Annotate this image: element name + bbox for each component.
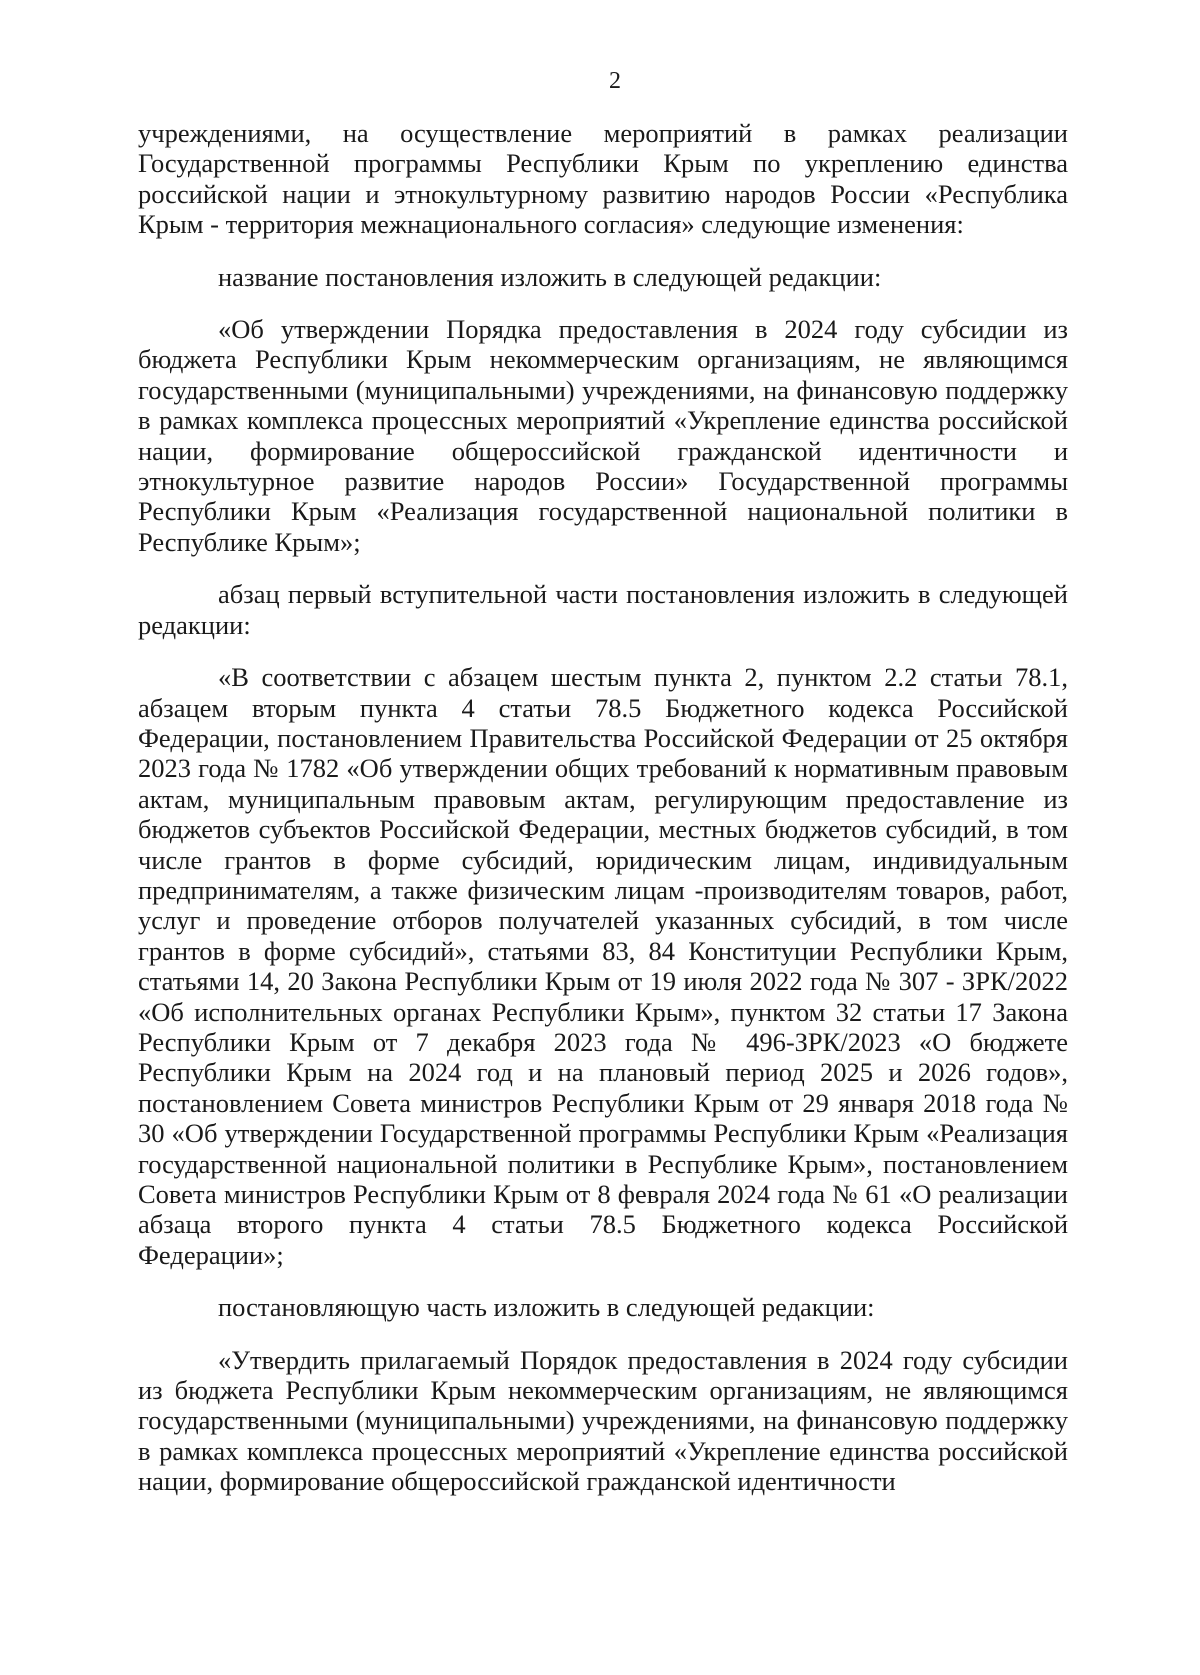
paragraph-operative-change: постановляющую часть изложить в следующей редакции: (218, 1292, 875, 1323)
paragraph-preamble-change: абзац первый вступительной части постановления изложить в следующей редакции: (138, 579, 1068, 640)
paragraph-continuation: учреждениями, на осуществление мероприятий в рамках реализации Государственной программы Республики Крым по укреплению единства российской нации и этнокультурному развитию народов России «Республика Крым - территория межнационального согласия» следующие изменения: (138, 118, 1068, 240)
paragraph-new-title: «Об утверждении Порядка предоставления в 2024 году субсидии из бюджета Республики Крым некоммерческим организациям, не являющимся государственными (муниципальными) учреждениями, на финансовую поддержку в рамках комплекса процессных мероприятий «Укрепление единства российской нации, формирование общероссийской гражданской идентичности и этнокультурное развитие народов России» Государственной программы Республики Крым «Реализация государственной национальной политики в Республике Крым»; (138, 314, 1068, 557)
page-number: 2 (609, 68, 621, 94)
paragraph-new-operative: «Утвердить прилагаемый Порядок предоставления в 2024 году субсидии из бюджета Республики Крым некоммерческим организациям, не являющимся государственными (муниципальными) учреждениями, на финансовую поддержку в рамках комплекса процессных мероприятий «Укрепление единства российской нации, формирование общероссийской гражданской идентичности (138, 1344, 1068, 1497)
paragraph-new-preamble: «В соответствии с абзацем шестым пункта 2, пунктом 2.2 статьи 78.1, абзацем вторым пункта 4 статьи 78.5 Бюджетного кодекса Российской Федерации, постановлением Правительства Российской Федерации от 25 октября 2023 года № 1782 «Об утверждении общих требований к нормативным правовым актам, муниципальным правовым актам, регулирующим предоставление из бюджетов субъектов Российской Федерации, местных бюджетов субсидий, в том числе грантов в форме субсидий, юридическим лицам, индивидуальным предпринимателям, а также физическим лицам -производителям товаров, работ, услуг и проведение отборов получателей указанных субсидий, в том числе грантов в форме субсидий», статьями 83, 84 Конституции Республики Крым, статьями 14, 20 Закона Республики Крым от 19 июля 2022 года № 307 - ЗРК/2022 «Об исполнительных органах Республики Крым», пунктом 32 статьи 17 Закона Республики Крым от 7 декабря 2023 года № 496-ЗРК/2023 «О бюджете Республики Крым на 2024 год и на плановый период 2025 и 2026 годов», постановлением Совета министров Республики Крым от 29 января 2018 года № 30 «Об утверждении Государственной программы Республики Крым «Реализация государственной национальной политики в Республике Крым», постановлением Совета министров Республики Крым от 8 февраля 2024 года № 61 «О реализации абзаца второго пункта 4 статьи 78.5 Бюджетного кодекса Российской Федерации»; (138, 662, 1068, 1270)
paragraph-title-change: название постановления изложить в следующей редакции: (218, 261, 882, 292)
document-body (138, 118, 1068, 1519)
